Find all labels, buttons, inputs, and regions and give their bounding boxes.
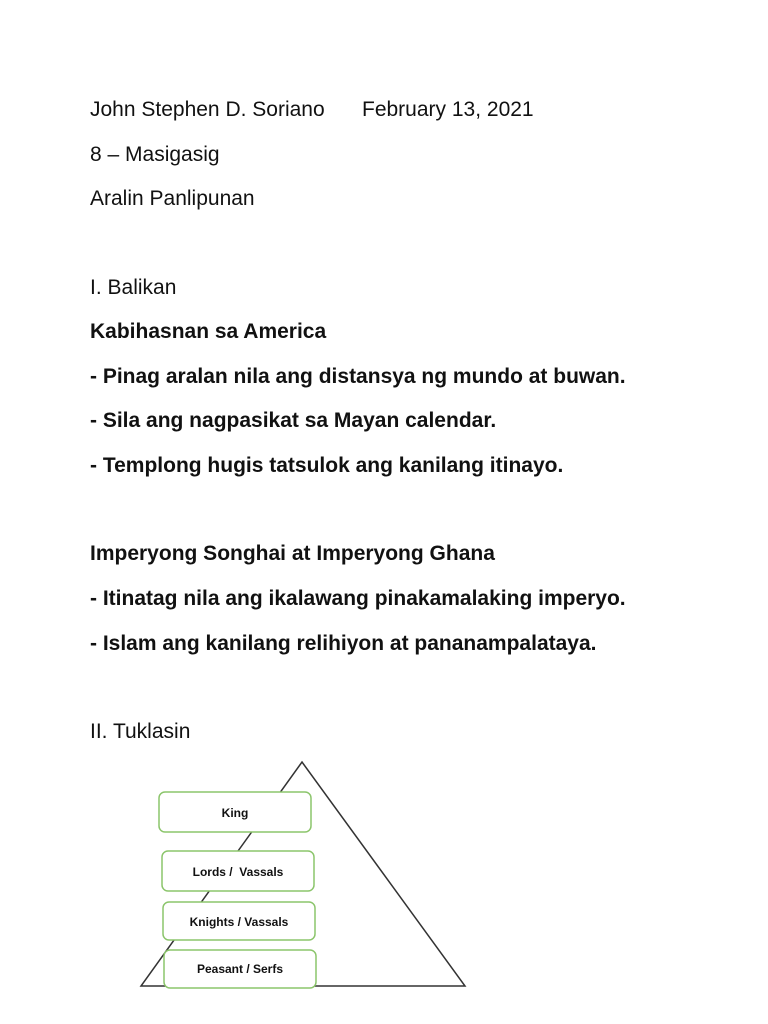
group1-title: Kabihasnan sa America: [90, 320, 327, 343]
document-date: February 13, 2021: [362, 98, 534, 121]
group2-title: Imperyong Songhai at Imperyong Ghana: [90, 542, 495, 565]
subject-title: Aralin Panlipunan: [90, 187, 255, 210]
pyramid-level-box: [163, 902, 315, 940]
group1-item: - Templong hugis tatsulok ang kanilang itinayo.: [90, 454, 564, 477]
pyramid-level-box: [159, 792, 311, 832]
pyramid-level-box: [164, 950, 316, 988]
tuklasin-heading: II. Tuklasin: [90, 720, 191, 743]
group1-item: - Pinag aralan nila ang distansya ng mundo at buwan.: [90, 365, 626, 388]
pyramid-level-label: Lords / Vassals: [192, 865, 284, 879]
group1-item: - Sila ang nagpasikat sa Mayan calendar.: [90, 409, 497, 432]
class-section: 8 – Masigasig: [90, 143, 220, 166]
pyramid-level-box: [162, 851, 314, 891]
group2-item: - Islam ang kanilang relihiyon at pananampalataya.: [90, 632, 597, 655]
pyramid-level-label: Peasant / Serfs: [196, 962, 284, 976]
pyramid-level-label: Knights / Vassals: [189, 915, 289, 929]
student-name: John Stephen D. Soriano: [90, 98, 325, 121]
pyramid-level-label: King: [221, 806, 249, 820]
group2-item: - Itinatag nila ang ikalawang pinakamalaking imperyo.: [90, 587, 626, 610]
balikan-heading: I. Balikan: [90, 276, 177, 299]
